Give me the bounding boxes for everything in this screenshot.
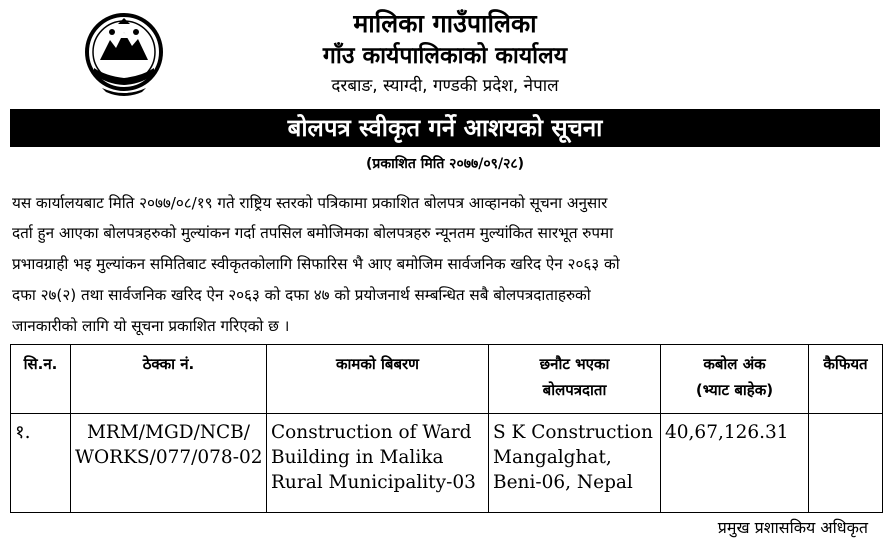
contract-line-1: MRM/MGD/NCB/ [86,422,250,443]
bidder-line-3: Beni-06, Nepal [493,472,633,493]
bidder-line-2: Mangalghat, [493,447,612,468]
municipality-name: मालिका गाउँपालिका [353,9,537,38]
description-line-2: Building in Malika [271,447,444,468]
header-contract-no: ठेक्का नं. [71,345,267,414]
bidder-line-1: S K Construction [493,422,653,443]
header-bidder-line-1: छनौट भएका [539,355,610,373]
header-bidder-line-2: बोलपत्रदाता [542,381,607,399]
signature-title: प्रमुख प्रशासकिय अधिकृत [717,518,868,537]
cell-bid-amount: 40,67,126.31 [661,414,809,513]
notice-title: बोलपत्र स्वीकृत गर्ने आशयको सूचना [10,109,880,147]
header-sn: सि.न. [11,345,71,414]
cell-sn: १. [11,414,71,513]
header-amount-line-1: कबोल अंक [703,355,766,373]
header-work-description: कामको बिबरण [267,345,489,414]
tender-table [10,344,883,513]
published-date: (प्रकाशित मिति २०७७/०९/२८) [365,156,525,172]
header-remarks: कैफियत [809,345,883,414]
body-line-5: जानकारीको लागि यो सूचना प्रकाशित गरिएको छ । [12,317,290,335]
office-address: दरबाङ, स्याग्दी, गण्डकी प्रदेश, नेपाल [331,76,559,96]
office-name: गाँउ कार्यपालिकाको कार्यालय [322,43,568,69]
cell-work-description [267,414,489,513]
header-selected-bidder [489,345,661,414]
body-line-3: प्रभावग्राही भइ मुल्यांकन समितिबाट स्वीकृतकोलागि सिफारिस भै आए बमोजिम सार्वजनिक खरिद ऐन २०६३ को [12,255,620,273]
header-amount-line-2: (भ्याट बाहेक) [695,381,774,399]
cell-selected-bidder [489,414,661,513]
contract-line-2: WORKS/077/078-02 [75,447,263,468]
cell-contract-no [71,414,267,513]
description-line-3: Rural Municipality-03 [271,472,476,493]
description-line-1: Construction of Ward [271,422,472,443]
table-row [11,414,883,513]
table-header-row [11,345,883,414]
cell-remarks [809,414,883,513]
body-line-1: यस कार्यालयबाट मिति २०७७/०८/१९ गते राष्ट्रिय स्तरको पत्रिकामा प्रकाशित बोलपत्र आव्हानको सूचना अनुसार [12,194,608,212]
body-line-4: दफा २७(२) तथा सार्वजनिक खरिद ऐन २०६३ को दफा ४७ को प्रयोजनार्थ सम्बन्धित सबै बोलपत्रदाताहरुको [12,286,591,304]
body-line-2: दर्ता हुन आएका बोलपत्रहरुको मुल्यांकन गर्दा तपसिल बमोजिमका बोलपत्रहरु न्यूनतम मुल्यांकित सारभूत रुपमा [12,224,614,242]
header-bid-amount [661,345,809,414]
